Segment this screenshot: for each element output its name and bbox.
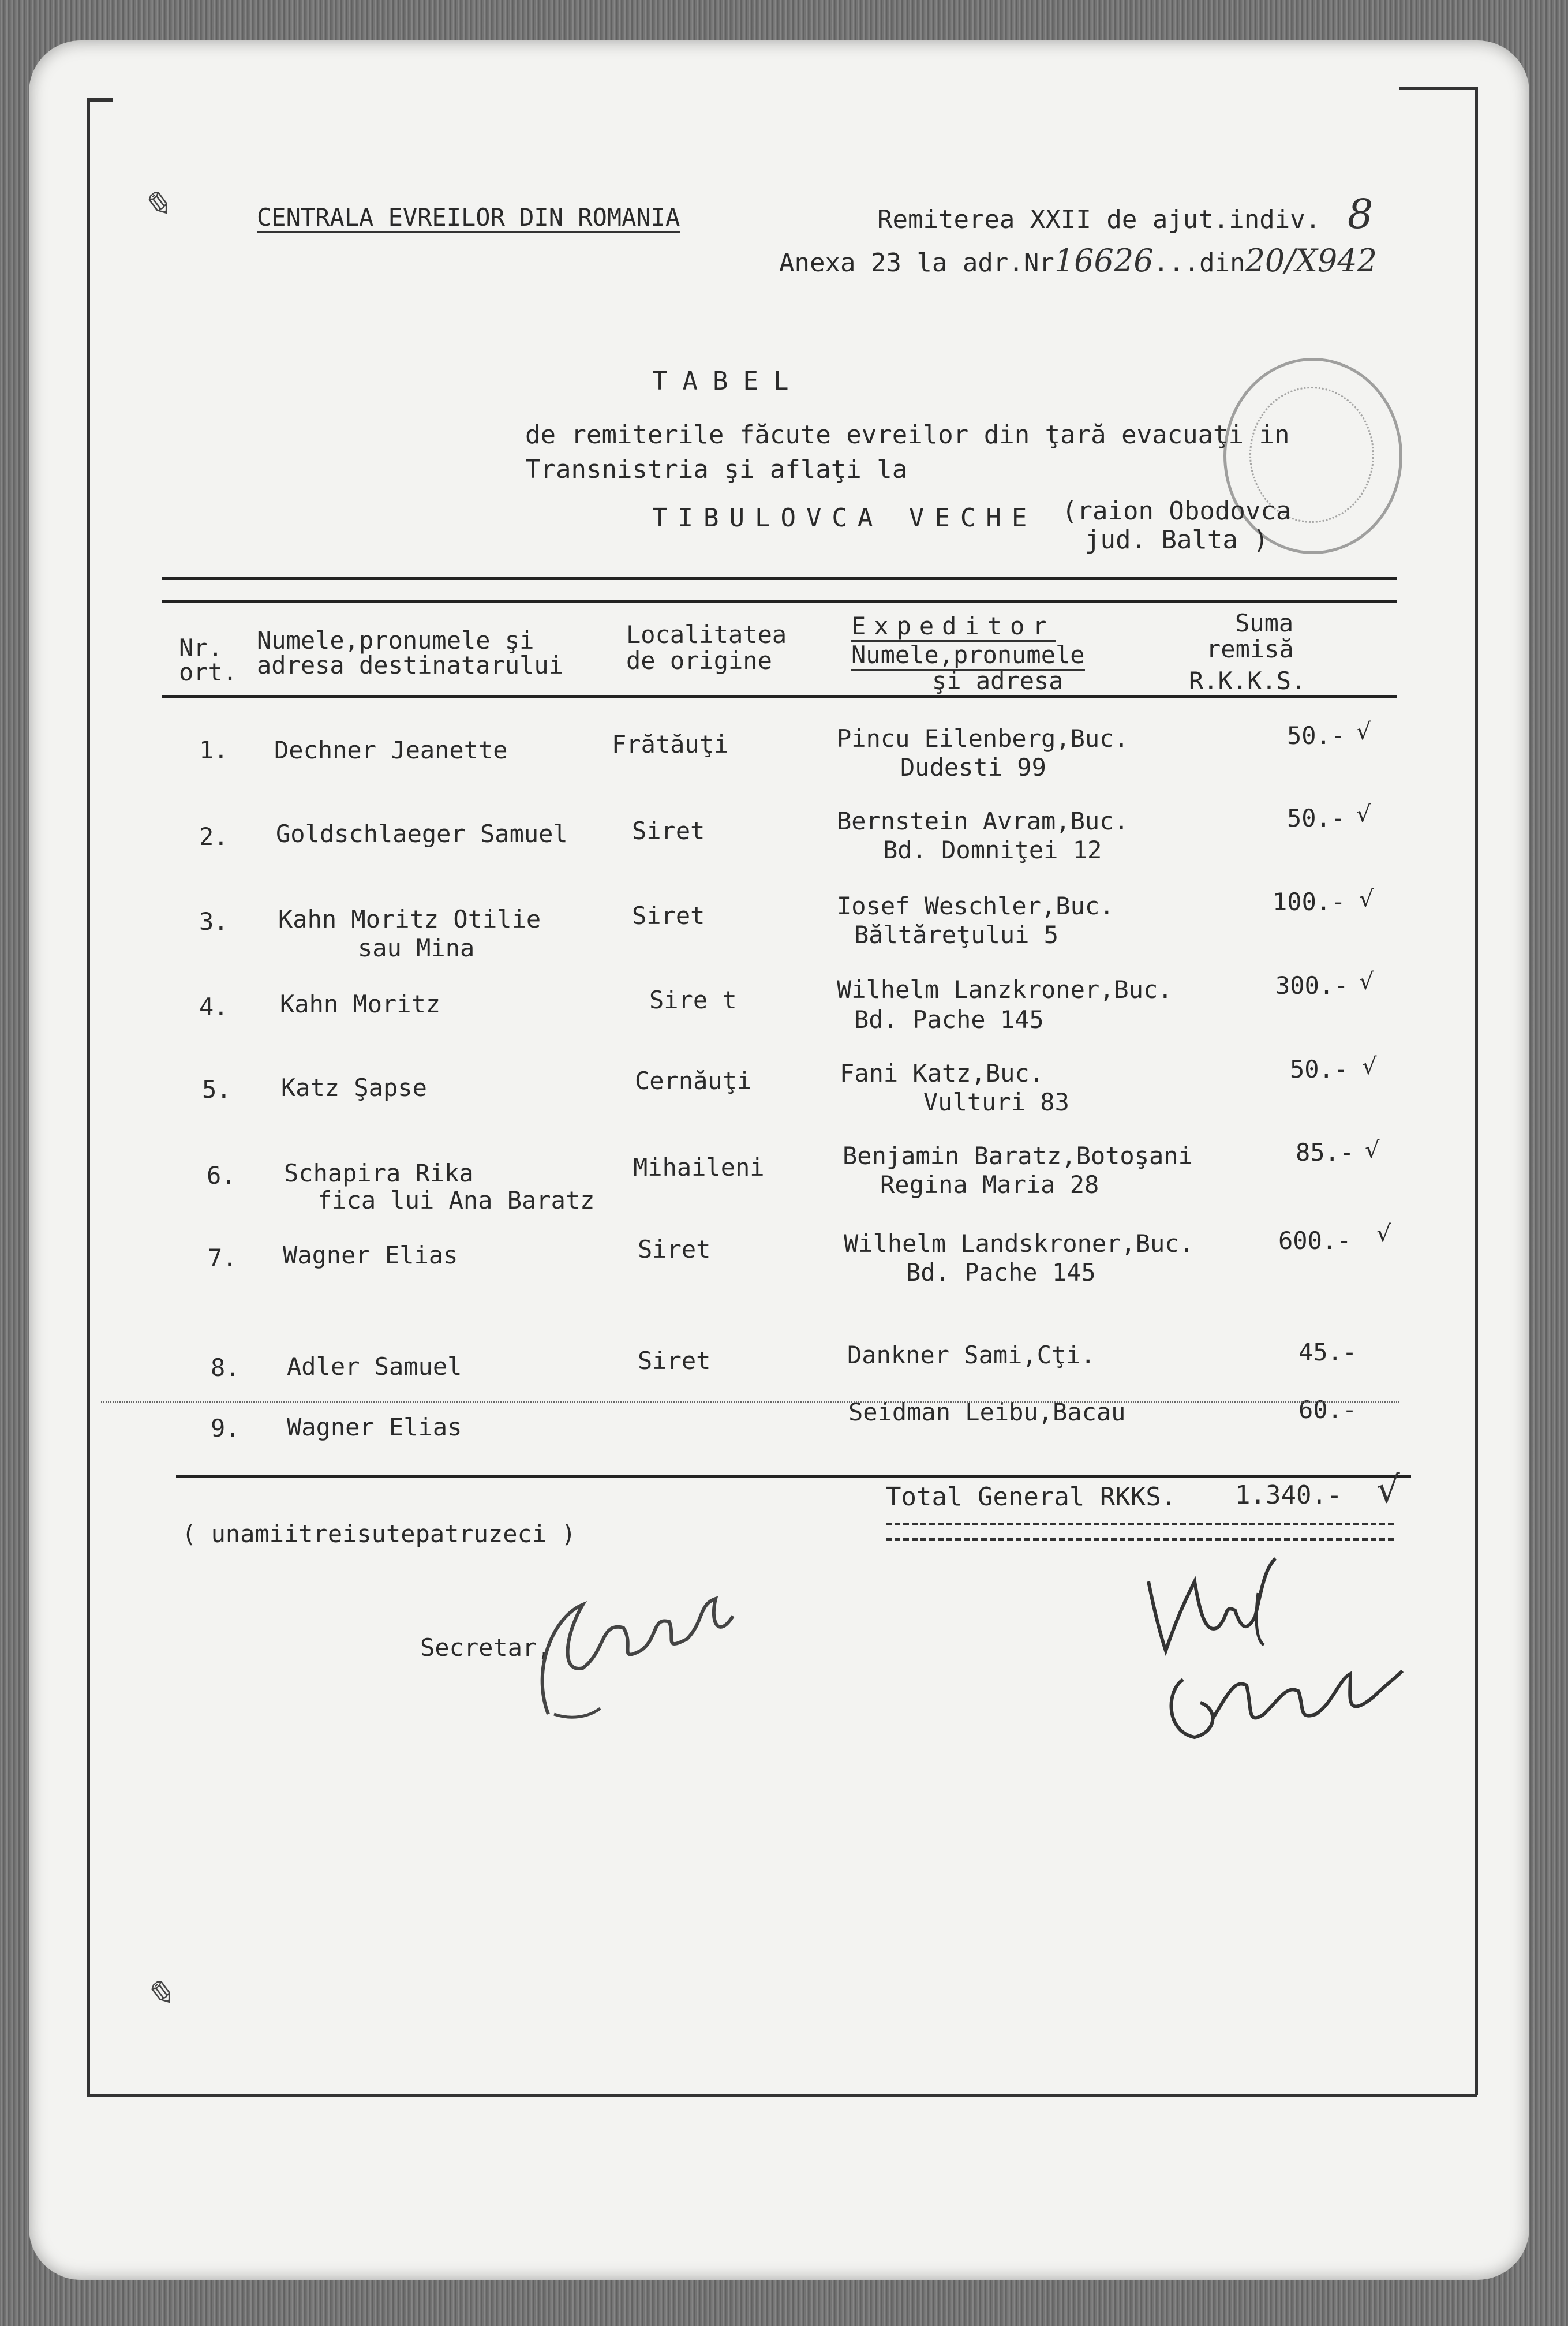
col-amount-line2: remisă bbox=[1206, 635, 1294, 663]
row-8-name: Adler Samuel bbox=[287, 1352, 462, 1381]
total-in-words: ( unamiitreisutepatruzeci ) bbox=[182, 1520, 576, 1548]
title-line-2: Transnistria şi aflaţi la bbox=[525, 455, 908, 484]
row-4-nr: 4. bbox=[199, 993, 229, 1021]
row-7-nr: 7. bbox=[208, 1244, 237, 1272]
table-heading: TABEL bbox=[652, 367, 804, 396]
row-6-sender-addr: Regina Maria 28 bbox=[880, 1171, 1099, 1199]
total-amount: 1.340.- bbox=[1235, 1480, 1342, 1510]
frame-left-top bbox=[87, 98, 113, 102]
row-6-locality: Mihaileni bbox=[633, 1153, 765, 1181]
row-8-nr: 8. bbox=[211, 1353, 240, 1382]
row-1-name: Dechner Jeanette bbox=[274, 736, 508, 764]
row-3-tick: √ bbox=[1359, 886, 1374, 913]
row-5-amount: 50.- bbox=[1290, 1055, 1349, 1083]
row-2-sender-addr: Bd. Domniţei 12 bbox=[883, 836, 1102, 864]
row-3-sender: Iosef Weschler,Buc. bbox=[837, 892, 1114, 920]
dotted-separator bbox=[101, 1401, 1399, 1403]
col-nr-line2: ort. bbox=[179, 658, 238, 686]
remittance-number: 8 bbox=[1347, 190, 1374, 238]
secretary-label: Secretar, bbox=[420, 1633, 552, 1662]
row-4-locality: Sire t bbox=[649, 986, 737, 1014]
row-1-amount: 50.- bbox=[1287, 721, 1346, 750]
margin-mark: ✎ bbox=[141, 185, 171, 225]
annex-date: 20/X942 bbox=[1245, 242, 1377, 279]
col-sender-line1: Expeditor bbox=[851, 612, 1056, 642]
organization-name: CENTRALA EVREILOR DIN ROMANIA bbox=[257, 203, 680, 233]
rule-above-total bbox=[176, 1475, 1411, 1478]
frame-right-top bbox=[1399, 87, 1477, 90]
total-underline-2 bbox=[886, 1538, 1394, 1541]
row-4-amount: 300.- bbox=[1275, 971, 1349, 1000]
col-locality-line1: Localitatea bbox=[626, 620, 787, 649]
row-4-sender: Wilhelm Lanzkroner,Buc. bbox=[837, 975, 1173, 1004]
row-3-name: Kahn Moritz Otilie bbox=[278, 905, 541, 933]
row-2-sender: Bernstein Avram,Buc. bbox=[837, 807, 1129, 835]
row-2-nr: 2. bbox=[199, 822, 229, 851]
rule-above-columns bbox=[162, 577, 1397, 580]
place-detail-2: jud. Balta ) bbox=[1085, 525, 1268, 555]
margin-mark-bottom: ✎ bbox=[144, 1974, 174, 2014]
place-detail-1: (raion Obodovca bbox=[1062, 496, 1292, 526]
row-8-locality: Siret bbox=[638, 1347, 711, 1375]
row-6-tick: √ bbox=[1365, 1137, 1380, 1164]
total-label: Total General RKKS. bbox=[886, 1482, 1177, 1512]
row-7-amount: 600.- bbox=[1278, 1226, 1352, 1255]
row-3-nr: 3. bbox=[199, 907, 229, 936]
annex-number: 16626 bbox=[1054, 242, 1154, 279]
row-7-sender: Wilhelm Landskroner,Buc. bbox=[844, 1229, 1194, 1258]
row-1-sender-addr: Dudesti 99 bbox=[900, 753, 1046, 781]
row-6-amount: 85.- bbox=[1296, 1138, 1354, 1166]
row-6-name-2: fica lui Ana Baratz bbox=[317, 1186, 595, 1214]
total-tick: √ bbox=[1376, 1469, 1400, 1512]
row-3-name-2: sau Mina bbox=[358, 934, 475, 962]
row-7-tick: √ bbox=[1376, 1221, 1391, 1247]
col-sender-line2: Numele,pronumele bbox=[851, 641, 1085, 671]
col-name-line1: Numele,pronumele şi bbox=[257, 626, 534, 655]
row-6-name: Schapira Rika bbox=[284, 1159, 474, 1187]
row-2-amount: 50.- bbox=[1287, 804, 1346, 832]
row-8-amount: 45.- bbox=[1298, 1338, 1357, 1366]
row-6-nr: 6. bbox=[207, 1161, 236, 1190]
rule-top-columns bbox=[162, 600, 1397, 603]
total-underline-1 bbox=[886, 1523, 1394, 1525]
frame-right bbox=[1475, 87, 1478, 2095]
row-2-name: Goldschlaeger Samuel bbox=[276, 820, 568, 848]
annex-line bbox=[779, 242, 1377, 279]
rule-below-columns bbox=[162, 695, 1397, 698]
annex-prefix: Anexa 23 la adr.Nr bbox=[779, 248, 1054, 278]
row-5-locality: Cernăuţi bbox=[635, 1067, 752, 1095]
col-sender-line3: şi adresa bbox=[932, 667, 1064, 695]
remittance-line bbox=[877, 190, 1373, 238]
frame-bottom bbox=[87, 2094, 1477, 2097]
frame-left bbox=[87, 98, 90, 2095]
row-5-sender: Fani Katz,Buc. bbox=[840, 1059, 1045, 1087]
row-7-name: Wagner Elias bbox=[283, 1241, 458, 1269]
title-line-1: de remiterile făcute evreilor din ţară evacuaţi in bbox=[525, 420, 1290, 450]
annex-date-prefix: ...din bbox=[1153, 248, 1245, 278]
row-1-locality: Frătăuţi bbox=[612, 730, 729, 758]
row-1-tick: √ bbox=[1356, 719, 1371, 745]
row-6-sender: Benjamin Baratz,Botoşani bbox=[843, 1142, 1193, 1170]
row-9-amount: 60.- bbox=[1298, 1396, 1357, 1424]
place-name: TIBULOVCA VECHE bbox=[652, 503, 1038, 533]
row-3-locality: Siret bbox=[632, 902, 705, 930]
row-3-sender-addr: Băltăreţului 5 bbox=[854, 921, 1059, 949]
row-5-name: Katz Şapse bbox=[281, 1074, 427, 1102]
col-amount-line3: R.K.K.S. bbox=[1189, 667, 1306, 695]
col-locality-line2: de origine bbox=[626, 646, 772, 675]
row-4-sender-addr: Bd. Pache 145 bbox=[854, 1005, 1044, 1034]
col-name-line2: adresa destinatarului bbox=[257, 651, 564, 679]
row-9-sender: Seidman Leibu,Bacau bbox=[848, 1398, 1126, 1426]
secretary-signature bbox=[519, 1581, 750, 1732]
row-5-tick: √ bbox=[1362, 1053, 1377, 1080]
row-4-name: Kahn Moritz bbox=[280, 990, 441, 1018]
col-nr-line1: Nr. bbox=[179, 634, 223, 662]
row-7-locality: Siret bbox=[638, 1235, 711, 1263]
verifier-signature bbox=[1131, 1547, 1408, 1755]
row-2-tick: √ bbox=[1356, 801, 1371, 828]
row-5-sender-addr: Vulturi 83 bbox=[923, 1088, 1069, 1116]
row-9-name: Wagner Elias bbox=[287, 1413, 462, 1441]
row-9-nr: 9. bbox=[211, 1414, 240, 1442]
row-8-sender: Dankner Sami,Cţi. bbox=[847, 1341, 1095, 1369]
row-5-nr: 5. bbox=[202, 1075, 231, 1104]
row-1-nr: 1. bbox=[199, 736, 229, 764]
remittance-prefix: Remiterea XXII de ajut.indiv. bbox=[877, 205, 1321, 234]
row-2-locality: Siret bbox=[632, 817, 705, 845]
row-4-tick: √ bbox=[1359, 968, 1374, 995]
row-3-amount: 100.- bbox=[1273, 888, 1346, 916]
col-amount-line1: Suma bbox=[1235, 609, 1294, 637]
row-7-sender-addr: Bd. Pache 145 bbox=[906, 1258, 1096, 1287]
row-1-sender: Pincu Eilenberg,Buc. bbox=[837, 724, 1129, 753]
